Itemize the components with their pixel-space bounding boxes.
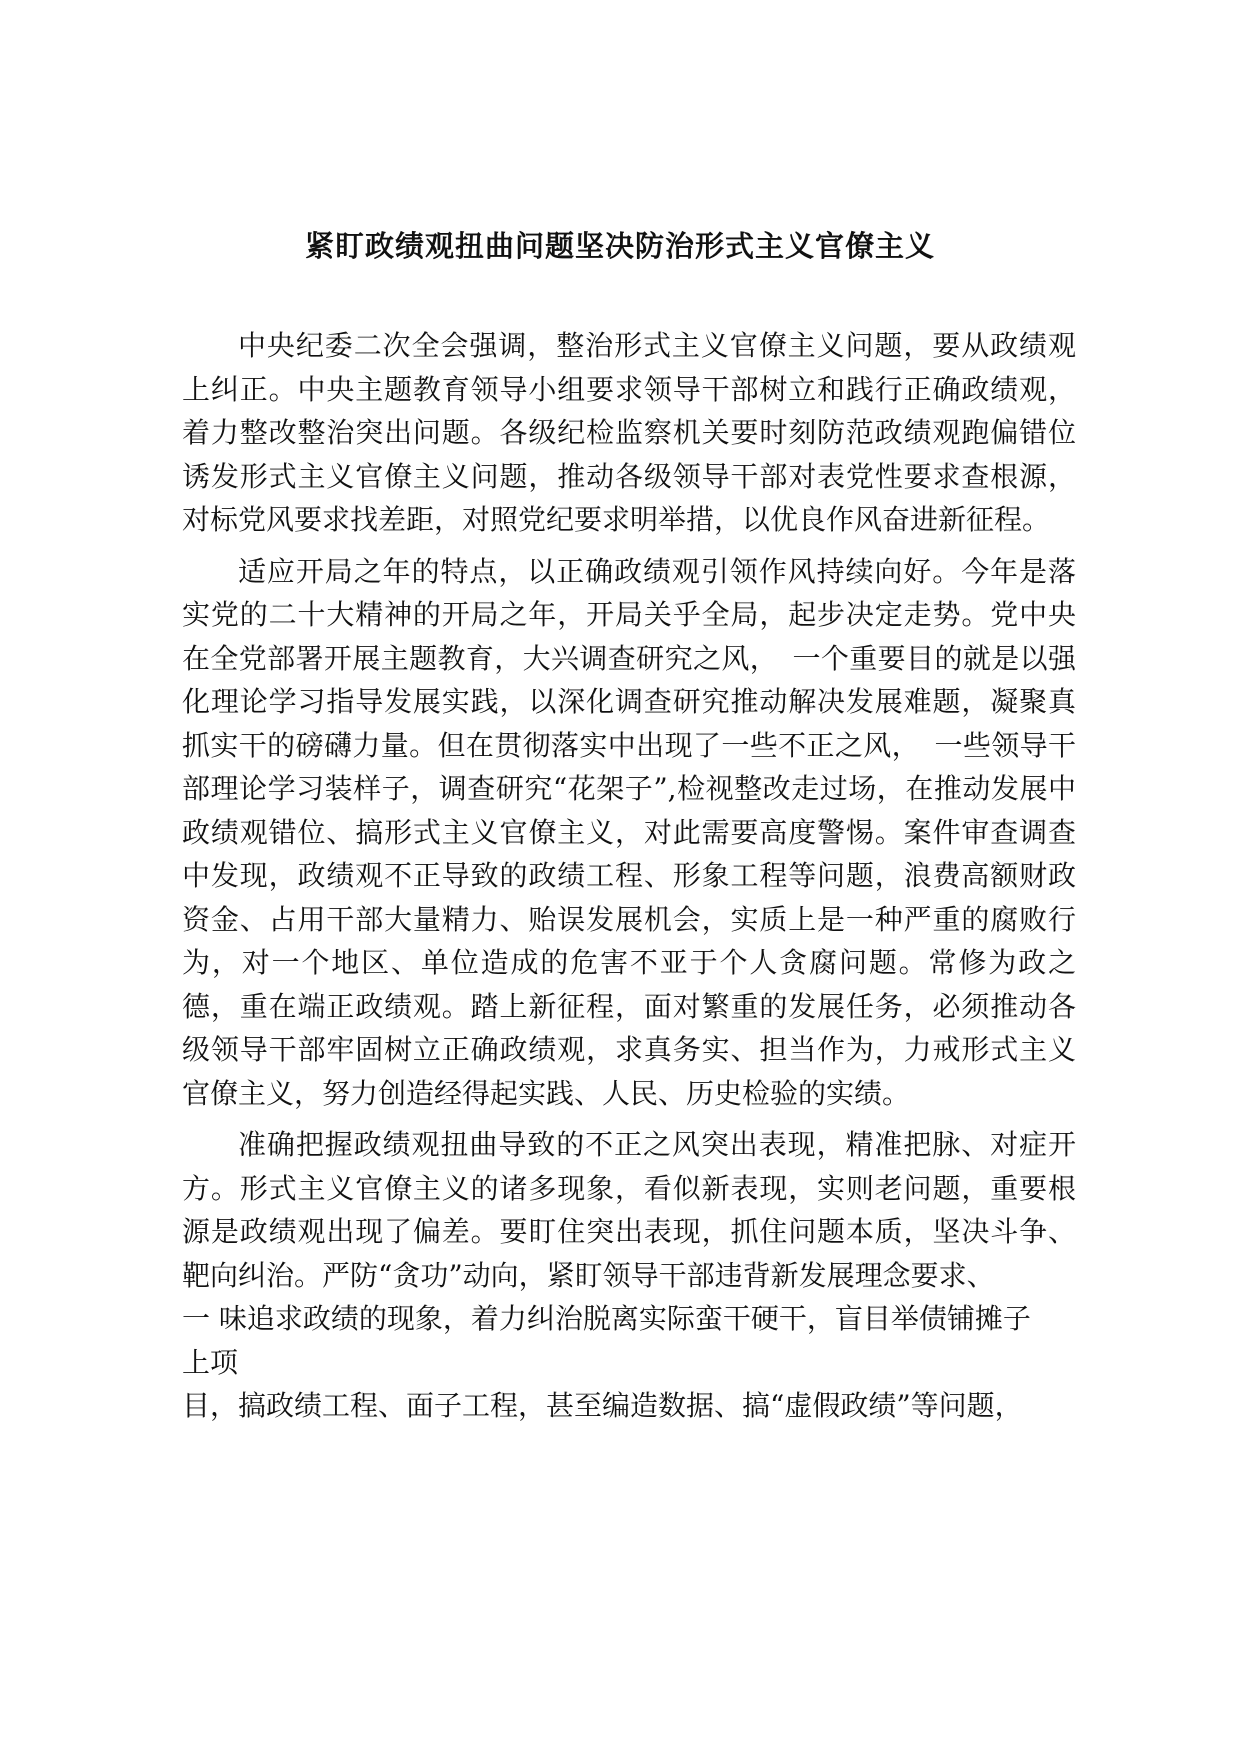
document-title: 紧盯政绩观扭曲问题坚决防治形式主义官僚主义 bbox=[304, 229, 935, 263]
continuation-line-2: 上项 bbox=[182, 1345, 239, 1379]
continuation-line-1: 一 味追求政绩的现象，着力纠治脱离实际蛮干硬干，盲目举债铺摊子 bbox=[182, 1302, 1031, 1335]
continuation-line-3: 目，搞政绩工程、面子工程，甚至编造数据、搞“虚假政绩”等问题， bbox=[182, 1389, 1023, 1422]
document-body bbox=[182, 324, 1076, 1428]
paragraph-3: 准确把握政绩观扭曲导致的不正之风突出表现，精准把脉、对症开方。形式主义官僚主义的诸多现象，看似新表现，实则老问题，重要根源是政绩观出现了偏差。要盯住突出表现，抓住问题本质，坚决斗争、靶向纠治。严防“贪功”动向，紧盯领导干部违背新发展理念要求、 bbox=[182, 1128, 1076, 1292]
paragraph-2: 适应开局之年的特点，以正确政绩观引领作风持续向好。今年是落实党的二十大精神的开局之年，开局关乎全局，起步决定走势。党中央在全党部署开展主题教育，大兴调查研究之风， 一个重要目的就是以强化理论学习指导发展实践，以深化调查研究推动解决发展难题，凝聚真抓实干的磅礴力量。但在贯彻落实中出现了一些不正之风， 一些领导干部理论学习装样子，调查研究“花架子”,检视整改走过场，在推动发展中政绩观错位、搞形式主义官僚主义，对此需要高度警惕。案件审查调查中发现，政绩观不正导致的政绩工程、形象工程等问题，浪费高额财政资金、占用干部大量精力、贻误发展机会，实质上是一种严重的腐败行为，对一个地区、单位造成的危害不亚于个人贪腐问题。常修为政之德，重在端正政绩观。踏上新征程，面对繁重的发展任务，必须推动各级领导干部牢固树立正确政绩观，求真务实、担当作为，力戒形式主义官僚主义，努力创造经得起实践、人民、历史检验的实绩。 bbox=[182, 554, 1076, 1110]
paragraph-1: 中央纪委二次全会强调，整治形式主义官僚主义问题，要从政绩观上纠正。中央主题教育领导小组要求领导干部树立和践行正确政绩观，着力整改整治突出问题。各级纪检监察机关要时刻防范政绩观跑偏错位诱发形式主义官僚主义问题，推动各级领导干部对表党性要求查根源，对标党风要求找差距，对照党纪要求明举措，以优良作风奋进新征程。 bbox=[182, 329, 1076, 536]
